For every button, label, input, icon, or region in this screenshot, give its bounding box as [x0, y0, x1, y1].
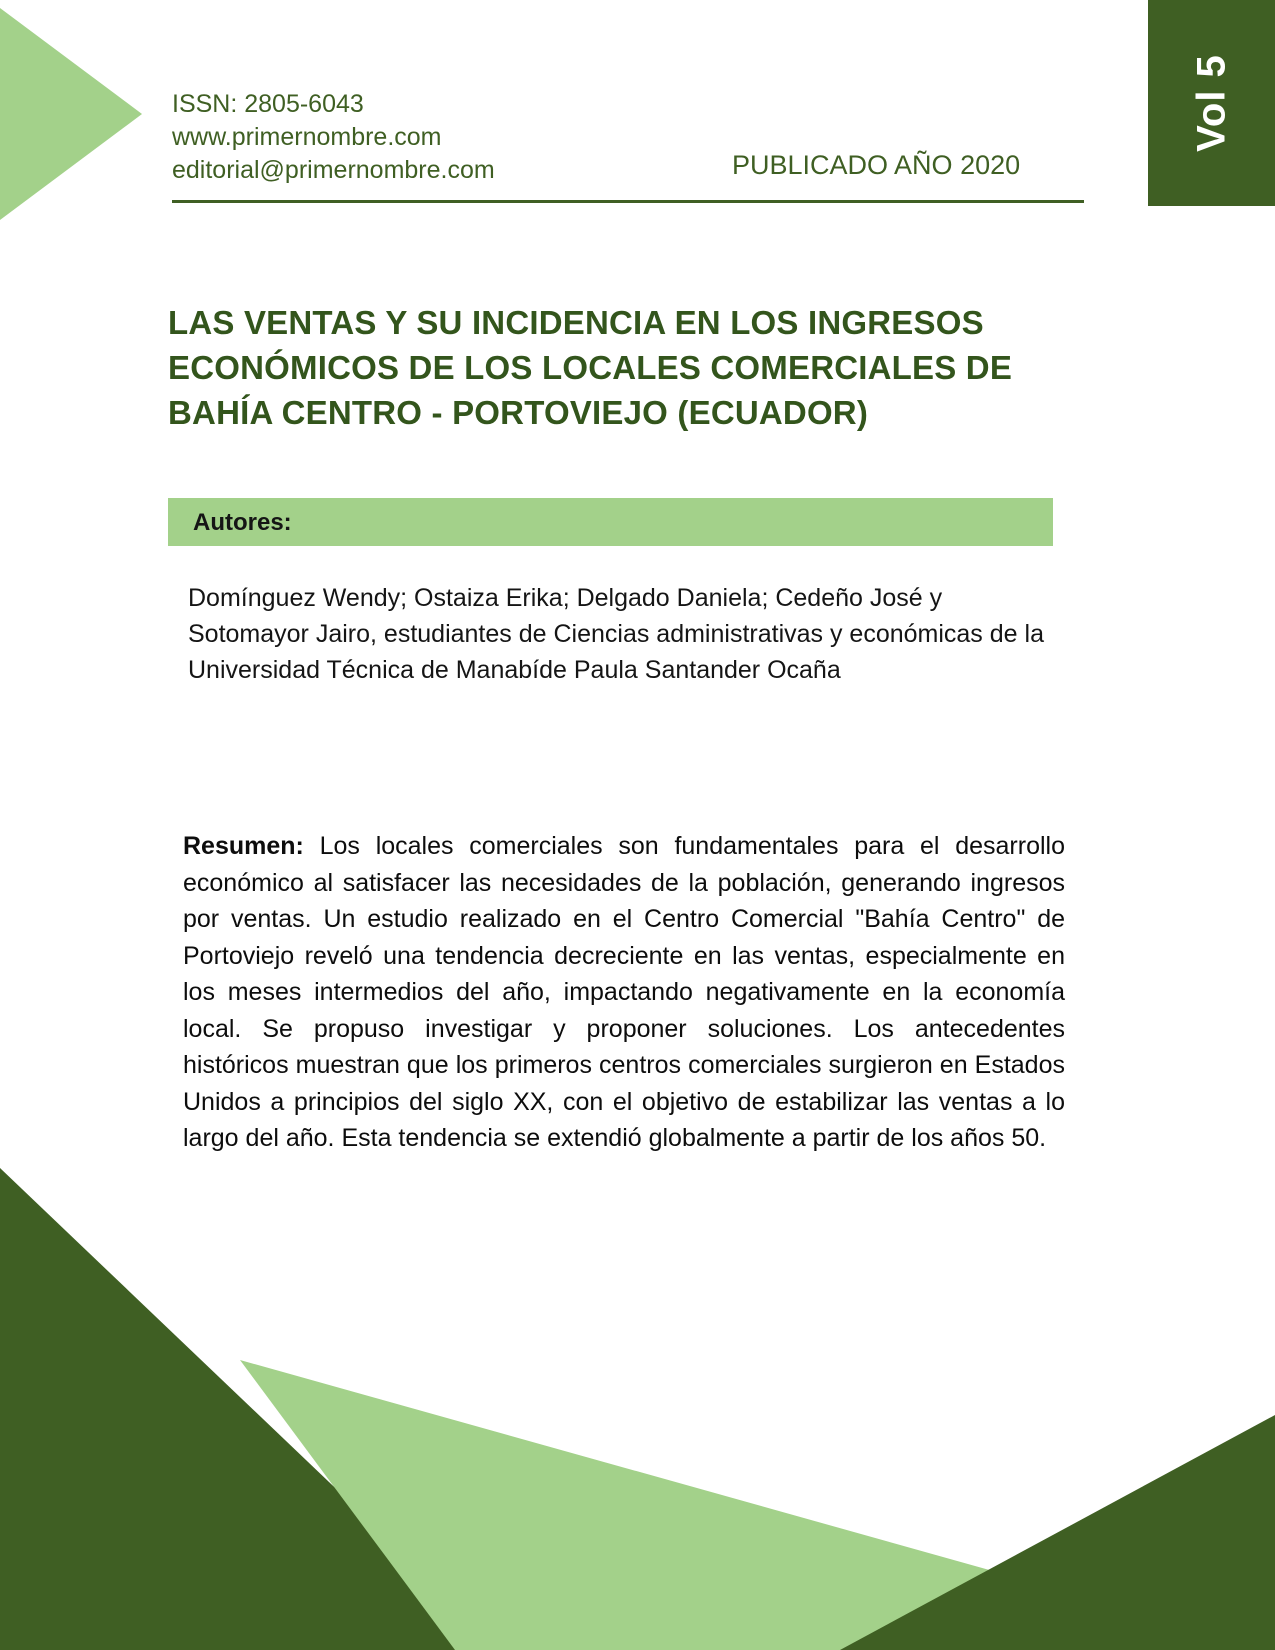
masthead-divider [172, 200, 1084, 203]
authors-list: Domínguez Wendy; Ostaiza Erika; Delgado Daniela; Cedeño José y Sotomayor Jairo, estudiantes de Ciencias administrativas y económicas de la Universidad Técnica de Manabíde Paula Santander Ocaña [188, 584, 1044, 684]
abstract-text: Los locales comerciales son fundamentales para el desarrollo económico al satisfacer las necesidades de la población, generando ingresos por ventas. Un estudio realizado en el Centro Comercial "Bahía Centro" de Portoviejo reveló una tendencia decreciente en las ventas, especialmente en los meses intermedios del año, impactando negativamente en la economía local. Se propuso investigar y proponer soluciones. Los antecedentes históricos muestran que los primeros centros comerciales surgieron en Estados Unidos a principios del siglo XX, con el objetivo de estabilizar las ventas a lo largo del año. Esta tendencia se extendió globalmente a partir de los años 50. [183, 832, 1065, 1152]
authors-header-bar [168, 498, 1053, 546]
right-dark-wedge [840, 1415, 1275, 1650]
masthead [172, 88, 1084, 187]
authors-header-label: Autores: [193, 509, 292, 536]
top-left-arrow-shape [0, 8, 142, 220]
abstract-label: Resumen: [183, 832, 304, 860]
published-year-label: PUBLICADO AÑO 2020 [732, 150, 1021, 180]
website-line[interactable]: www.primernombre.com [172, 123, 442, 151]
volume-badge [1148, 0, 1275, 206]
email-line[interactable]: editorial@primernombre.com [172, 156, 495, 184]
page-title: LAS VENTAS Y SU INCIDENCIA EN LOS INGRESOS ECONÓMICOS DE LOS LOCALES COMERCIALES DE BAHÍA CENTRO - PORTOVIEJO (ECUADOR) [168, 304, 1013, 432]
volume-badge-label: Vol 5 [1189, 54, 1233, 152]
issn-line: ISSN: 2805-6043 [172, 90, 364, 118]
abstract-paragraph [183, 828, 1065, 1157]
